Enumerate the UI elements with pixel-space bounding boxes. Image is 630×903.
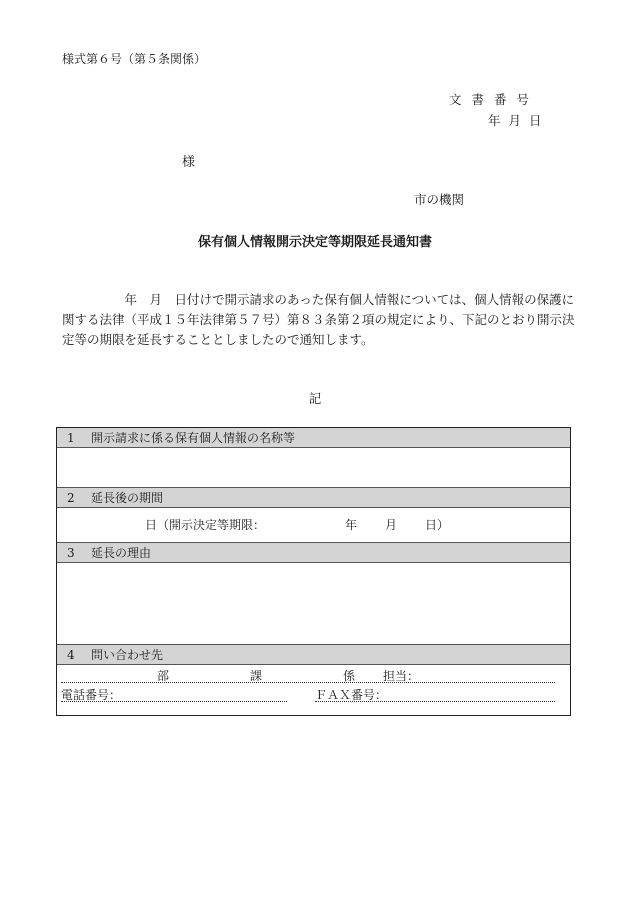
contact-tel-line <box>61 701 287 702</box>
section-header-3 <box>57 543 570 563</box>
section-label: 問い合わせ先 <box>91 648 164 662</box>
section-body-3[interactable] <box>57 563 570 645</box>
section-label: 延長後の期間 <box>91 491 164 505</box>
document-title: 保有個人情報開示決定等期限延長通知書 <box>197 235 432 250</box>
section-header-1 <box>57 428 570 448</box>
period-day-close: 日） <box>425 518 450 532</box>
section-header-2 <box>57 488 570 508</box>
form-number: 様式第６号（第５条関係） <box>62 52 207 66</box>
contact-fax: ＦＡＸ番号： <box>315 688 388 702</box>
period-day-suffix: 日（開示決定等期限： <box>145 518 266 532</box>
note-mark: 記 <box>308 391 322 406</box>
document-number-label: 文書番号 <box>449 92 540 107</box>
sender-name: 市の機関 <box>414 192 465 207</box>
contact-tel: 電話番号： <box>61 688 122 702</box>
section-body-2[interactable] <box>57 508 570 543</box>
period-month: 月 <box>385 518 398 532</box>
contact-section: 課 <box>250 669 263 683</box>
addressee-suffix: 様 <box>182 155 196 170</box>
section-body-4[interactable] <box>57 665 570 715</box>
section-label: 延長の理由 <box>91 546 152 560</box>
detail-table <box>56 427 571 716</box>
contact-subsection: 係 <box>343 669 356 683</box>
contact-dept: 部 <box>157 669 170 683</box>
section-number: 1 <box>67 431 75 445</box>
section-label: 開示請求に係る保有個人情報の名称等 <box>91 431 296 445</box>
section-number: 3 <box>67 546 75 560</box>
section-number: 2 <box>67 491 75 505</box>
section-body-1[interactable] <box>57 448 570 488</box>
period-year: 年 <box>345 518 358 532</box>
body-paragraph: 年 月 日付けで開示請求のあった保有個人情報については、個人情報の保護に関する法律（平成１５年法律第５７号）第８３条第２項の規定により、下記のとおり開示決定等の期限を延長することとしましたので通知します。 <box>62 292 575 347</box>
section-header-4 <box>57 645 570 665</box>
section-number: 4 <box>67 648 75 662</box>
contact-dept-line <box>61 682 555 683</box>
contact-staff: 担当： <box>383 669 420 683</box>
contact-fax-line <box>315 701 555 702</box>
date-label: 年月日 <box>488 113 550 128</box>
